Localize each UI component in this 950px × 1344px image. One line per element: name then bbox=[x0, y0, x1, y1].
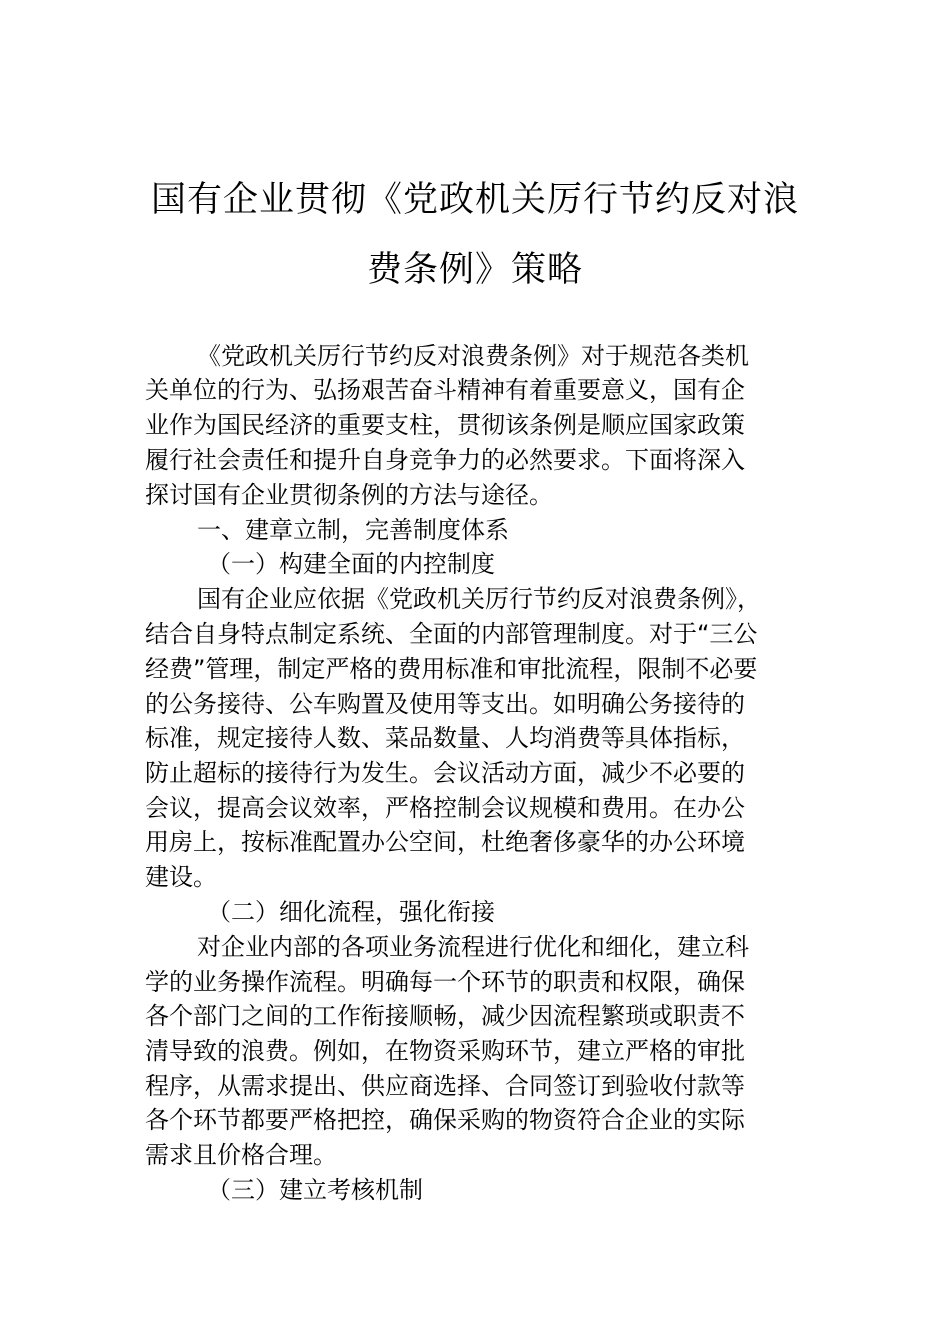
paragraph-line: 的公务接待、公车购置及使用等支出。如明确公务接待的 bbox=[145, 690, 745, 718]
paragraph-line: 学的业务操作流程。明确每一个环节的职责和权限，确保 bbox=[145, 968, 745, 996]
paragraph-line: 关单位的行为、弘扬艰苦奋斗精神有着重要意义，国有企 bbox=[145, 376, 745, 404]
paragraph-line: 履行社会责任和提升自身竞争力的必然要求。下面将深入 bbox=[145, 446, 745, 474]
section-heading: 一、建章立制，完善制度体系 bbox=[197, 516, 509, 544]
subsection-heading: （二）细化流程，强化衔接 bbox=[207, 898, 495, 926]
paragraph-line: 结合自身特点制定系统、全面的内部管理制度。对于“三公 bbox=[145, 620, 758, 648]
paragraph-line: 清导致的浪费。例如，在物资采购环节，建立严格的审批 bbox=[145, 1037, 745, 1065]
paragraph-line: 防止超标的接待行为发生。会议活动方面，减少不必要的 bbox=[145, 759, 745, 787]
subsection-heading: （三）建立考核机制 bbox=[207, 1176, 423, 1204]
paragraph-line: 用房上，按标准配置办公空间，杜绝奢侈豪华的办公环境 bbox=[145, 828, 745, 856]
document-title-line-1: 国有企业贯彻《党政机关厉行节约反对浪 bbox=[150, 180, 799, 220]
paragraph-line: 《党政机关厉行节约反对浪费条例》对于规范各类机 bbox=[197, 342, 749, 370]
paragraph-line: 各个环节都要严格把控，确保采购的物资符合企业的实际 bbox=[145, 1106, 745, 1134]
paragraph-line: 探讨国有企业贯彻条例的方法与途径。 bbox=[145, 481, 553, 509]
paragraph-line: 会议，提高会议效率，严格控制会议规模和费用。在办公 bbox=[145, 794, 745, 822]
paragraph-line: 业作为国民经济的重要支柱，贯彻该条例是顺应国家政策 bbox=[145, 411, 745, 439]
paragraph-line: 需求且价格合理。 bbox=[145, 1141, 337, 1169]
paragraph-line: 标准，规定接待人数、菜品数量、人均消费等具体指标， bbox=[145, 724, 745, 752]
paragraph-line: 经费”管理，制定严格的费用标准和审批流程，限制不必要 bbox=[145, 655, 758, 683]
paragraph-line: 建设。 bbox=[145, 863, 217, 891]
paragraph-line: 对企业内部的各项业务流程进行优化和细化，建立科 bbox=[197, 933, 749, 961]
paragraph-line: 各个部门之间的工作衔接顺畅，减少因流程繁琐或职责不 bbox=[145, 1002, 745, 1030]
document-title-line-2: 费条例》策略 bbox=[366, 250, 583, 290]
subsection-heading: （一）构建全面的内控制度 bbox=[207, 550, 495, 578]
paragraph-line: 程序，从需求提出、供应商选择、合同签订到验收付款等 bbox=[145, 1072, 745, 1100]
paragraph-line: 国有企业应依据《党政机关厉行节约反对浪费条例》， bbox=[197, 585, 761, 613]
